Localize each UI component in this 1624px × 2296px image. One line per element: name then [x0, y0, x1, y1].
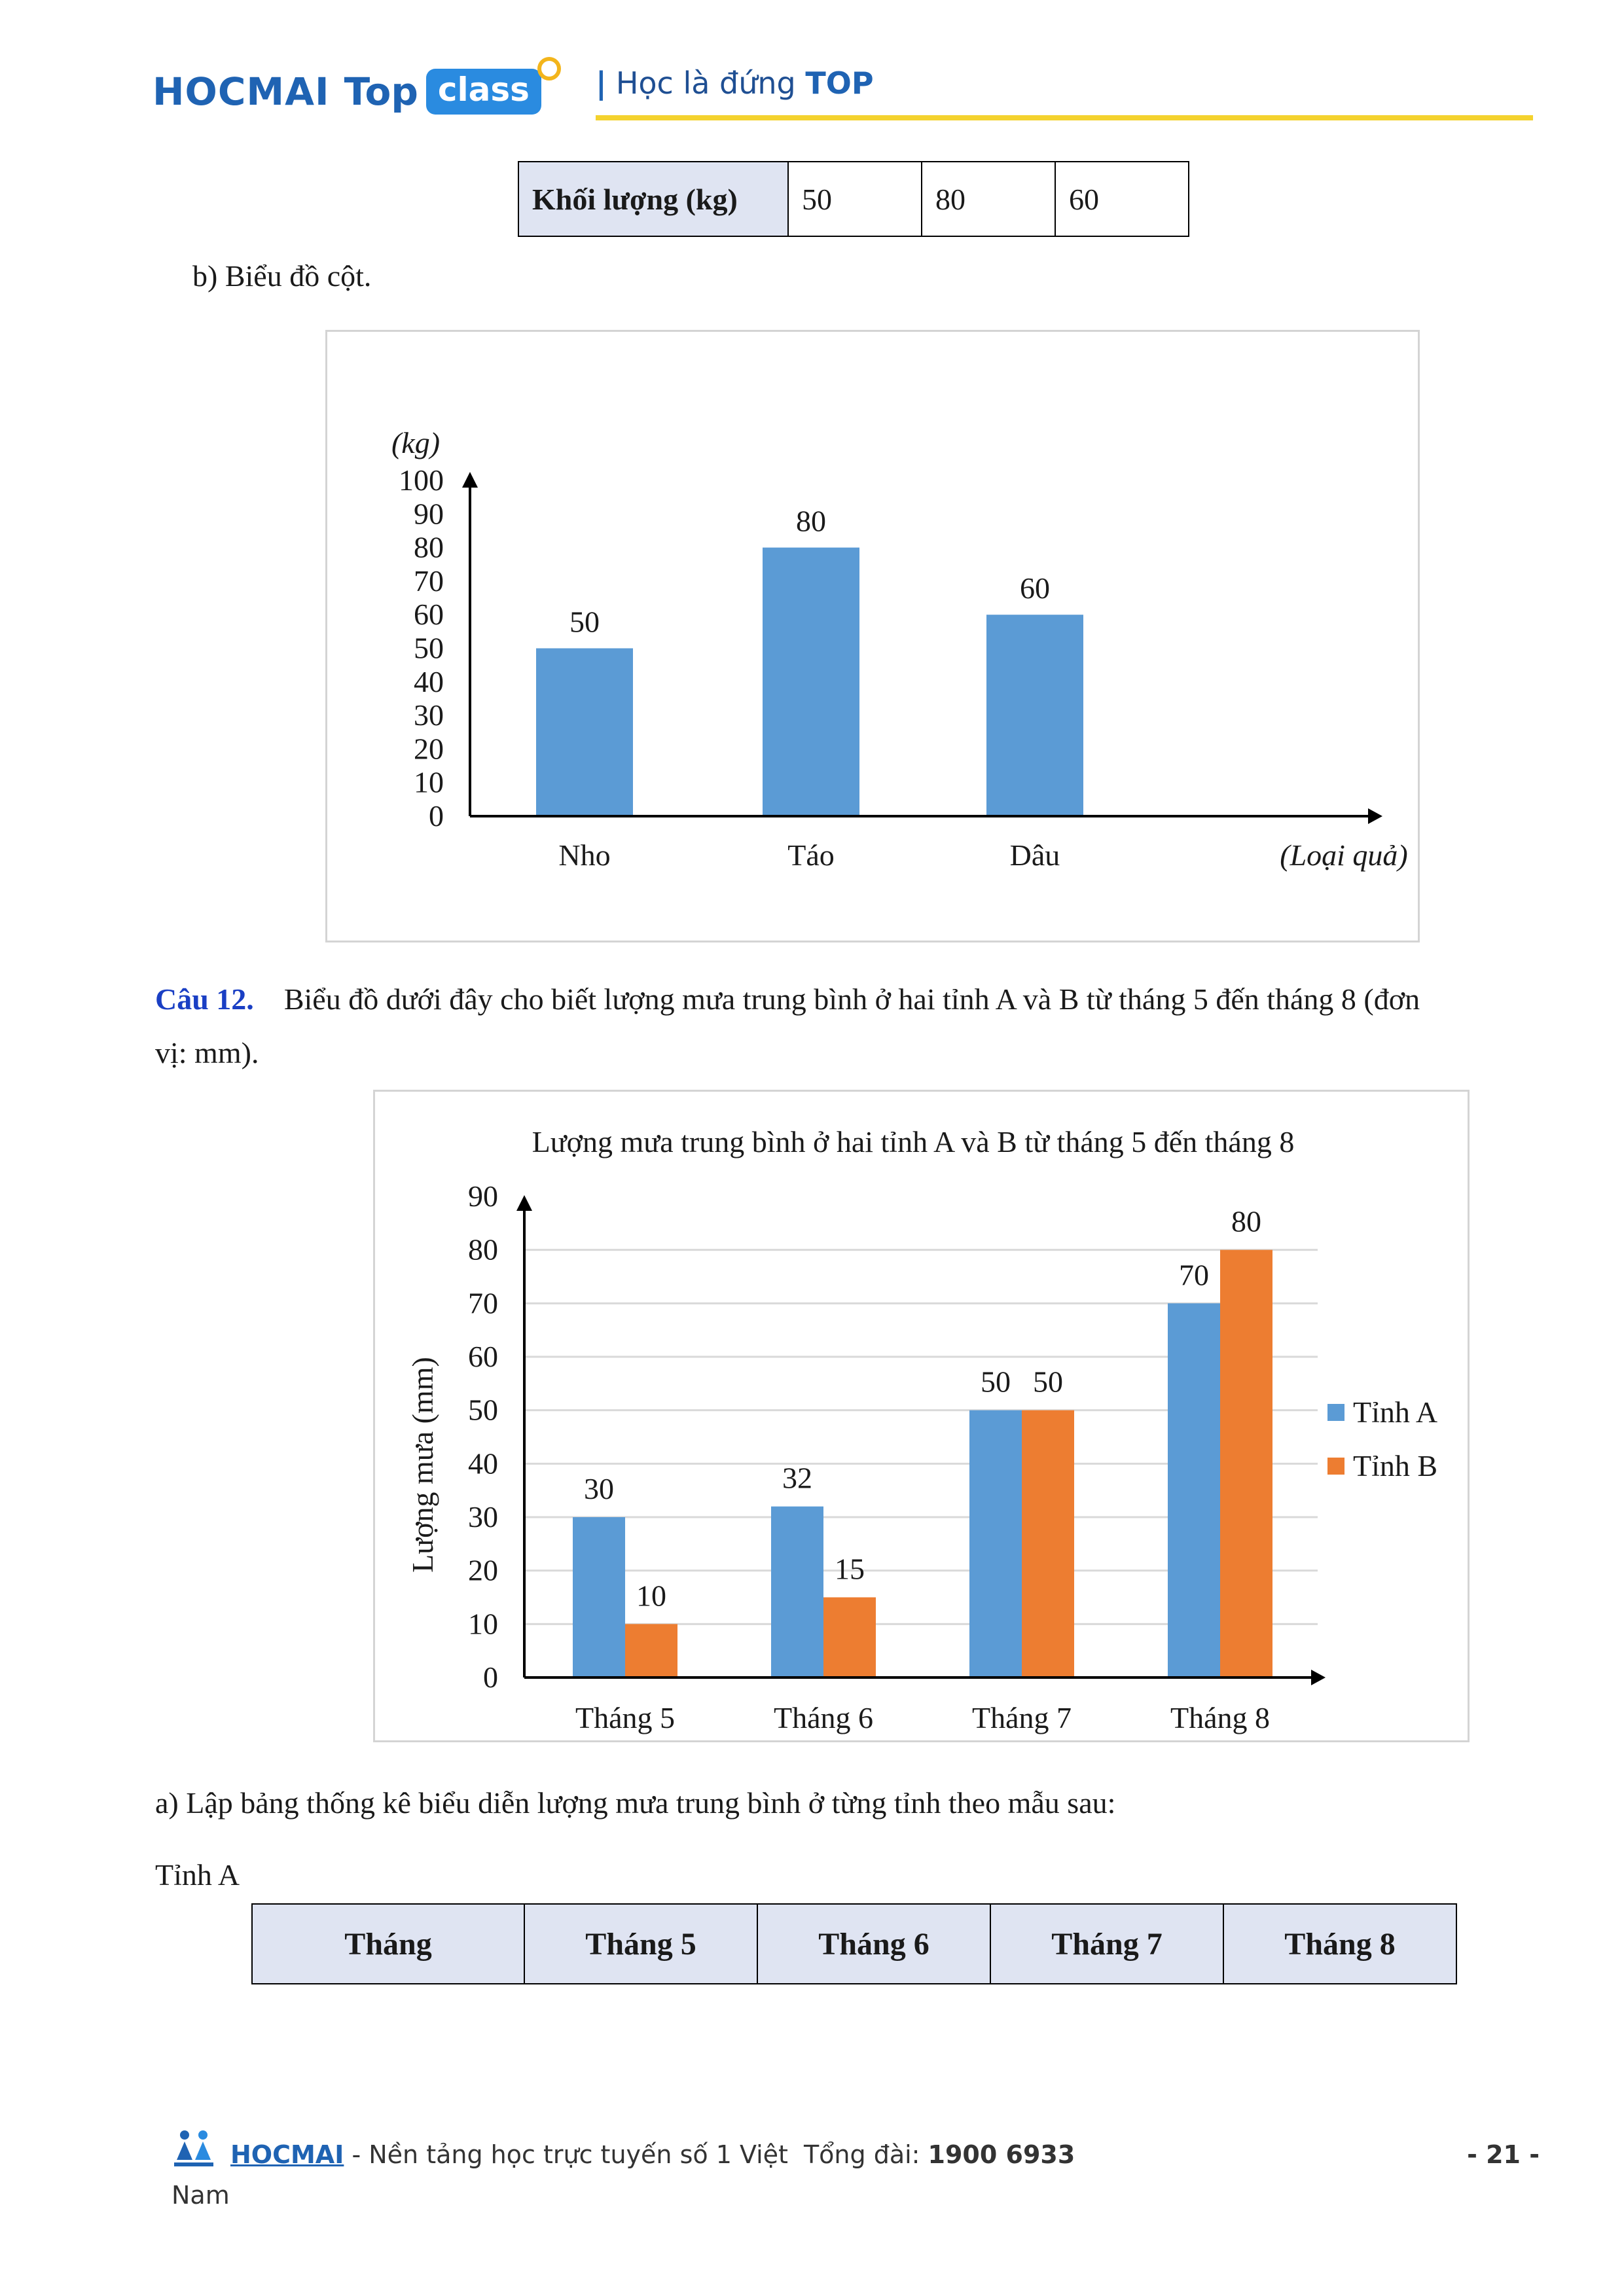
header-divider: [596, 115, 1533, 120]
header-slogan: | Học là đứng TOP: [596, 65, 874, 101]
y-tick-label: 0: [429, 799, 444, 833]
y-tick-label: 30: [468, 1500, 498, 1534]
bar: [823, 1598, 876, 1678]
data-label: 50: [1033, 1365, 1063, 1399]
y-tick-label: 70: [468, 1286, 498, 1320]
y-tick-label: 20: [468, 1553, 498, 1587]
footer-hotline: 1900 6933: [928, 2140, 1075, 2169]
y-tick-label: 90: [468, 1179, 498, 1213]
bar: [536, 649, 633, 817]
province-label: Tỉnh A: [155, 1858, 240, 1892]
y-tick-label: 40: [468, 1446, 498, 1480]
chart-title: Lượng mưa trung bình ở hai tỉnh A và B từ tháng 5 đến tháng 8: [532, 1125, 1295, 1158]
mass-table-header: Khối lượng (kg): [518, 162, 788, 236]
x-axis-arrow: [1311, 1670, 1326, 1685]
x-axis-arrow: [1368, 808, 1382, 824]
legend-label: Tỉnh A: [1353, 1395, 1438, 1429]
y-tick-label: 70: [414, 564, 444, 598]
y-axis-arrow: [516, 1195, 532, 1211]
legend-label: Tỉnh B: [1353, 1449, 1438, 1482]
x-tick-label: Dâu: [1009, 838, 1060, 872]
bar: [1220, 1250, 1272, 1677]
y-tick-label: 60: [468, 1340, 498, 1373]
data-label: 50: [569, 605, 600, 639]
x-tick-label: Nho: [558, 838, 611, 872]
template-table-header: Tháng: [252, 1904, 524, 1984]
footer-hotline-label: Tổng đài:: [803, 2140, 928, 2169]
legend-swatch: [1327, 1404, 1344, 1421]
logo-top-text: Top: [344, 69, 418, 114]
section-b-label: b) Biểu đồ cột.: [192, 259, 372, 293]
footer-brand-link[interactable]: HOCMAI: [230, 2140, 344, 2169]
logo-hocmai-text: HOCMAI: [153, 69, 330, 114]
mass-table-cell: 50: [788, 162, 922, 236]
rainfall-bar-chart: [375, 1092, 1468, 1740]
y-tick-label: 100: [399, 463, 444, 497]
bar: [771, 1507, 823, 1677]
data-label: 80: [1231, 1204, 1261, 1238]
template-table-header: Tháng 6: [757, 1904, 990, 1984]
y-tick-label: 10: [468, 1607, 498, 1641]
footer-text-cont: Nam: [171, 2181, 230, 2210]
question-number: Câu 12.: [155, 982, 254, 1016]
bar: [625, 1624, 677, 1677]
mass-table-cell: 80: [922, 162, 1055, 236]
y-tick-label: 80: [468, 1232, 498, 1266]
y-tick-label: 50: [468, 1393, 498, 1427]
mass-table: [518, 161, 1189, 237]
data-label: 10: [636, 1579, 666, 1613]
data-label: 70: [1179, 1258, 1209, 1292]
y-tick-label: 90: [414, 497, 444, 531]
template-table-header: Tháng 7: [990, 1904, 1223, 1984]
bar: [969, 1410, 1022, 1677]
bar: [763, 548, 859, 816]
mass-table-cell: 60: [1055, 162, 1189, 236]
x-tick-label: Tháng 6: [773, 1701, 874, 1734]
data-label: 50: [981, 1365, 1011, 1399]
y-tick-label: 10: [414, 765, 444, 799]
bar: [986, 615, 1083, 816]
footer-text: - Nền tảng học trực tuyến số 1 Việt: [344, 2140, 788, 2169]
rainfall-template-table: [251, 1903, 1457, 1984]
y-tick-label: 0: [483, 1660, 498, 1694]
y-tick-label: 20: [414, 732, 444, 766]
bar: [573, 1517, 625, 1677]
y-tick-label: 60: [414, 598, 444, 632]
y-axis-label: (kg): [391, 426, 441, 459]
y-tick-label: 50: [414, 631, 444, 665]
fruit-bar-chart-frame: [325, 330, 1420, 942]
data-label: 30: [584, 1472, 614, 1505]
bar: [1022, 1410, 1074, 1677]
hocmai-people-icon: [171, 2127, 217, 2169]
question-12: [155, 982, 1420, 1016]
sun-icon: [537, 57, 561, 81]
y-tick-label: 40: [414, 664, 444, 698]
question-text: Biểu đồ dưới đây cho biết lượng mưa trung bình ở hai tỉnh A và B từ tháng 5 đến tháng 8 (đơn: [283, 982, 1420, 1016]
question-text-cont: vị: mm).: [155, 1036, 259, 1069]
x-tick-label: Tháng 5: [575, 1701, 676, 1734]
y-axis-label: Lượng mưa (mm): [406, 1357, 439, 1573]
fruit-bar-chart: [327, 332, 1418, 941]
page-number: - 21 -: [1467, 2140, 1540, 2169]
data-label: 80: [796, 504, 826, 538]
x-axis-label: (Loại quả): [1280, 838, 1408, 872]
bar: [1168, 1303, 1220, 1677]
legend-swatch: [1327, 1458, 1344, 1475]
rainfall-chart-frame: [373, 1090, 1470, 1742]
instruction-a: a) Lập bảng thống kê biểu diễn lượng mưa trung bình ở từng tỉnh theo mẫu sau:: [155, 1786, 1116, 1820]
x-tick-label: Tháng 7: [971, 1701, 1072, 1734]
hocmai-topclass-logo: [153, 62, 561, 121]
data-label: 60: [1020, 571, 1050, 605]
y-tick-label: 80: [414, 530, 444, 564]
data-label: 15: [835, 1552, 865, 1586]
template-table-header: Tháng 8: [1223, 1904, 1456, 1984]
y-axis-arrow: [462, 472, 478, 488]
logo-class-badge: class: [426, 69, 541, 115]
template-table-header: Tháng 5: [524, 1904, 757, 1984]
data-label: 32: [782, 1461, 812, 1495]
x-tick-label: Táo: [787, 838, 835, 872]
y-tick-label: 30: [414, 698, 444, 732]
x-tick-label: Tháng 8: [1170, 1701, 1271, 1734]
